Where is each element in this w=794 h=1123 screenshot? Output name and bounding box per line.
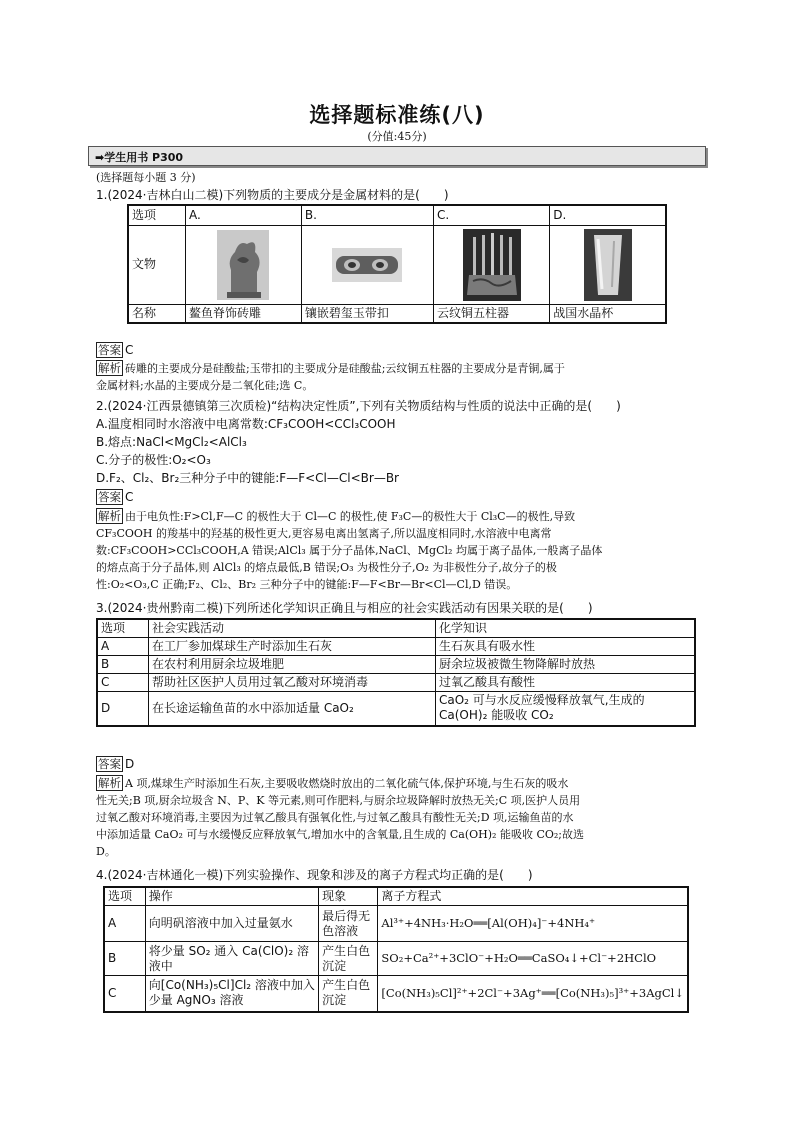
q4-cell: 产生白色沉淀 (319, 942, 378, 976)
q2-option-a: A.温度相同时水溶液中电离常数:CF₃COOH<CCl₃COOH (96, 417, 396, 431)
q4-header-phenomenon: 现象 (319, 887, 378, 906)
q3-cell: B (97, 656, 149, 674)
q1-option-d: D. (550, 205, 666, 225)
q4-cell: C (104, 976, 145, 1012)
q1-option-a: A. (185, 205, 301, 225)
q3-header-knowledge: 化学知识 (436, 619, 696, 638)
analysis-line: 解析 A 项,煤球生产时添加生石灰,主要吸收燃烧时放出的二氧化硫气体,保护环境,与生石灰的吸水 (98, 776, 569, 790)
q3-table (96, 618, 696, 727)
q2-answer: 答案 C (98, 490, 134, 504)
q3-cell: 过氧乙酸具有酸性 (436, 674, 696, 692)
q1-name-c: 云纹铜五柱器 (433, 304, 549, 323)
q1-row-label: 选项 (128, 205, 185, 225)
q3-cell: CaO₂ 可与水反应缓慢释放氧气,生成的 Ca(OH)₂ 能吸收 CO₂ (436, 692, 696, 726)
answer-tag: 答案 (98, 343, 121, 357)
q4-cell: 向明矾溶液中加入过量氨水 (145, 906, 318, 942)
q4-cell: 向[Co(NH₃)₅Cl]Cl₂ 溶液中加入少量 AgNO₃ 溶液 (145, 976, 318, 1012)
artifact-d-cell (550, 225, 666, 304)
analysis-tag: 解析 (98, 361, 121, 375)
q4-header-option: 选项 (104, 887, 145, 906)
q3-cell: 在工厂参加煤球生产时添加生石灰 (149, 638, 436, 656)
q3-cell: 厨余垃圾被微生物降解时放热 (436, 656, 696, 674)
q1-row-label: 文物 (128, 225, 185, 304)
q1-option-b: B. (301, 205, 433, 225)
q4-cell: B (104, 942, 145, 976)
q3-cell: C (97, 674, 149, 692)
q1-table (127, 204, 667, 324)
page-title: 选择题标准练(八) (309, 103, 485, 127)
analysis-line: 性:O₂<O₃,C 正确;F₂、Cl₂、Br₂ 三种分子中的键能:F—F<Br—Br<Cl—Cl,D 错误。 (96, 578, 518, 591)
analysis-line: 的熔点高于分子晶体,则 AlCl₃ 的熔点最低,B 错误;O₃ 为极性分子,O₂ 为非极性分子,故分子的极 (96, 561, 557, 574)
q4-header-equation: 离子方程式 (378, 887, 688, 906)
q3-cell: 帮助社区医护人员用过氧乙酸对环境消毒 (149, 674, 436, 692)
jade-buckle-image (332, 248, 402, 282)
q2-option-b: B.熔点:NaCl<MgCl₂<AlCl₃ (96, 435, 247, 449)
artifact-b-cell (301, 225, 433, 304)
crystal-cup-image (584, 229, 632, 301)
q3-answer: 答案 D (98, 757, 135, 771)
q4-stem: 4.(2024·吉林通化一模)下列实验操作、现象和涉及的离子方程式均正确的是( ) (96, 868, 533, 882)
q3-analysis (96, 775, 696, 860)
q1-option-c: C. (433, 205, 549, 225)
analysis-line: 中添加适量 CaO₂ 可与水缓慢反应释放氧气,增加水中的含氧量,且生成的 Ca(OH)₂ 能吸收 CO₂;故选 (96, 828, 585, 841)
q4-cell: A (104, 906, 145, 942)
q3-cell: D (97, 692, 149, 726)
analysis-line: 解析 由于电负性:F>Cl,F—C 的极性大于 Cl—C 的极性,使 F₃C—的极性大于 Cl₃C—的极性,导致 (98, 509, 576, 523)
q3-header-option: 选项 (97, 619, 149, 638)
banner-label: ➡学生用书 P300 (95, 151, 184, 164)
q2-analysis (96, 508, 696, 593)
q2-stem: 2.(2024·江西景德镇第三次质检)“结构决定性质”,下列有关物质结构与性质的说法中正确的是( ) (96, 399, 621, 413)
analysis-tag: 解析 (98, 509, 121, 523)
analysis-line: 过氧乙酸对环境消毒,主要因为过氧乙酸具有强氧化性,与过氧乙酸具有酸性无关;D 项,运输鱼苗的水 (96, 811, 574, 824)
analysis-line: 解析 砖雕的主要成分是硅酸盐;玉带扣的主要成分是硅酸盐;云纹铜五柱器的主要成分是青铜,属于 (98, 361, 565, 375)
q3-cell: A (97, 638, 149, 656)
q4-cell: 最后得无色溶液 (319, 906, 378, 942)
section-intro: (选择题每小题 3 分) (96, 171, 196, 184)
analysis-tag: 解析 (98, 776, 121, 790)
q3-cell: 在农村利用厨余垃圾堆肥 (149, 656, 436, 674)
q3-header-activity: 社会实践活动 (149, 619, 436, 638)
q3-cell: 在长途运输鱼苗的水中添加适量 CaO₂ (149, 692, 436, 726)
q4-cell: SO₂+Ca²⁺+3ClO⁻+H₂O══CaSO₄↓+Cl⁻+2HClO (378, 942, 688, 976)
q1-name-a: 鳌鱼脊饰砖雕 (185, 304, 301, 323)
artifact-c-cell (433, 225, 549, 304)
q4-header-operation: 操作 (145, 887, 318, 906)
brick-carving-image (217, 230, 269, 300)
q3-stem: 3.(2024·贵州黔南二模)下列所述化学知识正确且与相应的社会实践活动有因果关联的是( ) (96, 601, 593, 615)
answer-tag: 答案 (98, 490, 121, 504)
analysis-line: D。 (96, 845, 116, 858)
artifact-a-cell (185, 225, 301, 304)
textbook-banner (88, 146, 706, 166)
q1-name-d: 战国水晶杯 (550, 304, 666, 323)
q3-cell: 生石灰具有吸水性 (436, 638, 696, 656)
q4-cell: 将少量 SO₂ 通入 Ca(ClO)₂ 溶液中 (145, 942, 318, 976)
q4-cell: Al³⁺+4NH₃·H₂O══[Al(OH)₄]⁻+4NH₄⁺ (378, 906, 688, 942)
q1-answer: 答案 C (98, 343, 134, 357)
q4-cell: 产生白色沉淀 (319, 976, 378, 1012)
analysis-line: 金属材料;水晶的主要成分是二氧化硅;选 C。 (96, 379, 314, 392)
answer-tag: 答案 (98, 757, 121, 771)
analysis-line: CF₃COOH 的羧基中的羟基的极性更大,更容易电离出氢离子,所以温度相同时,水溶液中电离常 (96, 527, 552, 540)
q4-cell: [Co(NH₃)₅Cl]²⁺+2Cl⁻+3Ag⁺══[Co(NH₃)₅]³⁺+3AgCl↓ (378, 976, 688, 1012)
q4-table (103, 886, 689, 1013)
score-note: (分值:45分) (367, 130, 427, 143)
q2-option-d: D.F₂、Cl₂、Br₂三种分子中的键能:F—F<Cl—Cl<Br—Br (96, 471, 399, 485)
q2-option-c: C.分子的极性:O₂<O₃ (96, 453, 211, 467)
analysis-line: 性无关;B 项,厨余垃圾含 N、P、K 等元素,则可作肥料,与厨余垃圾降解时放热无关;C 项,医护人员用 (96, 794, 581, 807)
bronze-pillar-image (463, 229, 521, 301)
q1-stem: 1.(2024·吉林白山二模)下列物质的主要成分是金属材料的是( ) (96, 188, 449, 202)
q1-row-label: 名称 (128, 304, 185, 323)
analysis-line: 数:CF₃COOH>CCl₃COOH,A 错误;AlCl₃ 属于分子晶体,NaCl、MgCl₂ 均属于离子晶体,一般离子晶体 (96, 544, 603, 557)
q1-name-b: 镶嵌碧玺玉带扣 (301, 304, 433, 323)
q1-analysis (96, 360, 696, 394)
